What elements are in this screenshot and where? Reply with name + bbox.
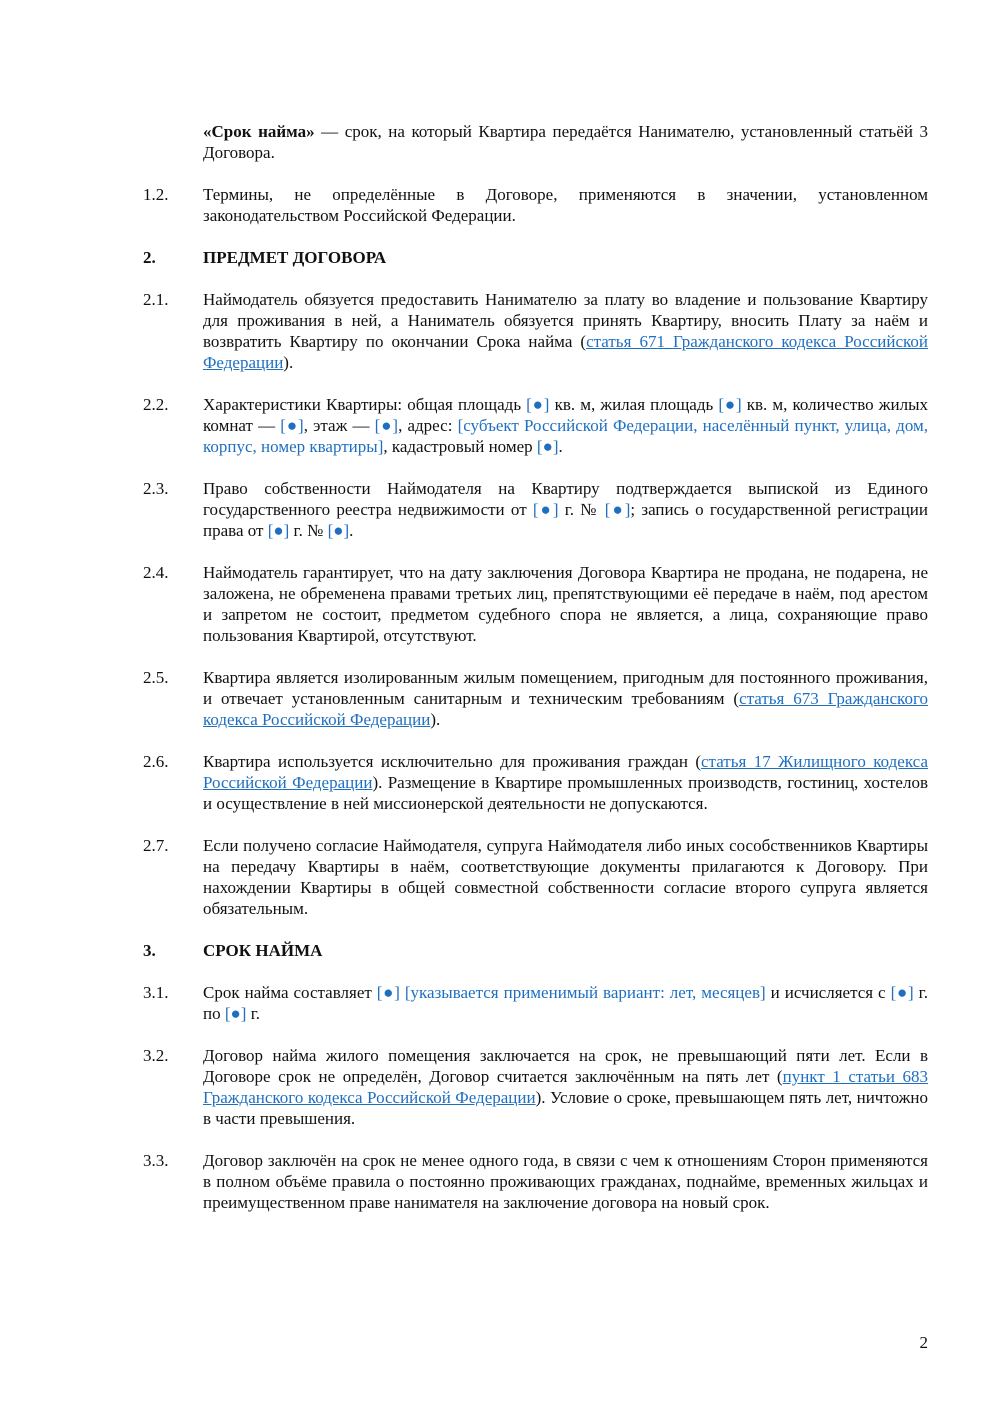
clause-text: Договор заключён на срок не менее одного года, в связи с чем к отношениям Сторон применяются в полном объёме правила о постоянно проживающих гражданах, поднайме, временных жильцах и преимущественном праве нанимателя на заключение договора на новый срок.	[203, 1151, 928, 1212]
clause-text-part: г. по	[203, 983, 928, 1023]
placeholder-term-length: [●]	[376, 983, 400, 1002]
clause-text-part: Характеристики Квартиры: общая площадь	[203, 395, 527, 414]
clause-text-part: и исчисляется с	[765, 983, 891, 1002]
law-reference-link[interactable]: пункт 1 статьи 683 Гражданского кодекса Российской Федерации	[203, 1067, 928, 1107]
clause-2-1	[143, 289, 928, 373]
clause-text-part: .	[349, 521, 354, 540]
placeholder-rooms: [●]	[280, 416, 304, 435]
definition-term: «Срок найма»	[203, 122, 315, 141]
placeholder-end-date: [●]	[224, 1004, 247, 1023]
clause-2-3	[143, 478, 928, 541]
page-number: 2	[919, 1333, 928, 1352]
clause-text-part: ).	[283, 353, 294, 372]
clause-text-part: .	[558, 437, 563, 456]
clause-text-part: ).	[430, 710, 441, 729]
section-title: СРОК НАЙМА	[203, 941, 323, 960]
clause-number: 2.6.	[143, 752, 169, 771]
clause-text-part: Наймодатель обязуется предоставить Нанимателю за плату во владение и пользование Квартиру для проживания в ней, а Наниматель обязуется принять Квартиру, вносить Плату за наём и возвратить Квартиру по окончании Срока найма (	[203, 290, 928, 351]
clause-text-part: кв. м, количество жилых комнат —	[203, 395, 928, 435]
clause-text: Если получено согласие Наймодателя, супруга Наймодателя либо иных сособственников Квартиры на передачу Квартиры в наём, соответствующие документы прилагаются к Договору. При нахождении Квартиры в общей совместной собственности согласие второго супруга является обязательным.	[203, 836, 928, 918]
clause-3-1	[143, 982, 928, 1024]
clause-text-part: ; запись о государственной регистрации права от	[203, 500, 928, 540]
clause-text	[203, 289, 928, 373]
clause-text-part: Договор найма жилого помещения заключается на срок, не превышающий пяти лет. Если в Договоре срок не определён, Договор считается заключённым на пять лет (	[203, 1046, 928, 1086]
clause-text-part: , кадастровый номер	[383, 437, 537, 456]
section-number: 3.	[143, 941, 156, 960]
clause-text-part: г. №	[558, 500, 605, 519]
clause-number: 2.3.	[143, 479, 169, 498]
clause-text-part: , адрес:	[398, 416, 458, 435]
section-number: 2.	[143, 248, 156, 267]
clause-text	[203, 478, 928, 541]
clause-2-7	[143, 835, 928, 919]
clause-text-part: , этаж —	[303, 416, 375, 435]
clause-text-part: г.	[246, 1004, 261, 1023]
section-2-heading	[143, 247, 928, 268]
placeholder-registration-date: [●]	[267, 521, 290, 540]
clause-1-2	[143, 184, 928, 226]
placeholder-total-area: [●]	[526, 395, 550, 414]
clause-text	[203, 751, 928, 814]
clause-number: 2.7.	[143, 836, 169, 855]
clause-text-part: Право собственности Наймодателя на Квартиру подтверждается выпиской из Единого государственного реестра недвижимости от	[203, 479, 928, 519]
clause-text	[203, 982, 928, 1024]
clause-text-part: Срок найма составляет	[203, 983, 377, 1002]
clause-text-part: Квартира является изолированным жилым помещением, пригодным для постоянного проживания, и отвечает установленным санитарным и техническим требованиям (	[203, 668, 928, 708]
clause-text: Наймодатель гарантирует, что на дату заключения Договора Квартира не продана, не подарена, не заложена, не обременена правами третьих лиц, препятствующими её передаче в наём, под арестом и запретом не состоит, предметом судебного спора не является, а лица, сохраняющие право пользования Квартирой, отсутствуют.	[203, 563, 928, 645]
clause-text-part: ). Размещение в Квартире промышленных производств, гостиниц, хостелов и осуществление в ней миссионерской деятельности не допускаются.	[203, 773, 928, 813]
placeholder-term-unit: [указывается применимый вариант: лет, месяцев]	[404, 983, 766, 1002]
clause-number: 2.1.	[143, 290, 169, 309]
definition-text: — срок, на который Квартира передаётся Нанимателю, установленный статьёй 3 Договора.	[203, 122, 928, 162]
clause-text-part: Квартира используется исключительно для проживания граждан (	[203, 752, 702, 771]
placeholder-extract-date: [●]	[532, 500, 559, 519]
clause-2-4	[143, 562, 928, 646]
clause-number: 1.2.	[143, 185, 169, 204]
clause-2-5	[143, 667, 928, 730]
clause-2-2	[143, 394, 928, 457]
clause-text	[203, 394, 928, 457]
clause-number: 2.2.	[143, 395, 169, 414]
placeholder-cadastral-number: [●]	[536, 437, 559, 456]
clause-text-part: кв. м, жилая площадь	[549, 395, 719, 414]
placeholder-address: [субъект Российской Федерации, населённый пункт, улица, дом, корпус, номер квартиры]	[203, 416, 929, 456]
clause-3-2	[143, 1045, 928, 1129]
law-reference-link[interactable]: статья 17 Жилищного кодекса Российской Федерации	[203, 752, 928, 792]
clause-number: 2.5.	[143, 668, 169, 687]
placeholder-registration-number: [●]	[327, 521, 350, 540]
placeholder-start-date: [●]	[890, 983, 914, 1002]
law-reference-link[interactable]: статья 671 Гражданского кодекса Российской Федерации	[203, 332, 928, 372]
section-3-heading	[143, 940, 928, 961]
section-title: ПРЕДМЕТ ДОГОВОРА	[203, 248, 387, 267]
clause-text-part: ). Условие о сроке, превышающем пять лет, ничтожно в части превышения.	[203, 1088, 928, 1128]
placeholder-floor: [●]	[374, 416, 399, 435]
definition-term-of-lease	[203, 121, 928, 163]
clause-3-3	[143, 1150, 928, 1213]
clause-text	[203, 1045, 928, 1129]
clause-number: 3.2.	[143, 1046, 169, 1065]
law-reference-link[interactable]: статья 673 Гражданского кодекса Российской Федерации	[203, 689, 928, 729]
clause-number: 3.1.	[143, 983, 169, 1002]
clause-text-part: г. №	[289, 521, 328, 540]
placeholder-living-area: [●]	[718, 395, 742, 414]
clause-number: 3.3.	[143, 1151, 169, 1170]
clause-text	[203, 667, 928, 730]
placeholder-extract-number: [●]	[604, 500, 631, 519]
clause-number: 2.4.	[143, 563, 169, 582]
clause-text: Термины, не определённые в Договоре, применяются в значении, установленном законодательством Российской Федерации.	[203, 185, 928, 225]
document-page-content	[143, 121, 928, 1234]
clause-2-6	[143, 751, 928, 814]
